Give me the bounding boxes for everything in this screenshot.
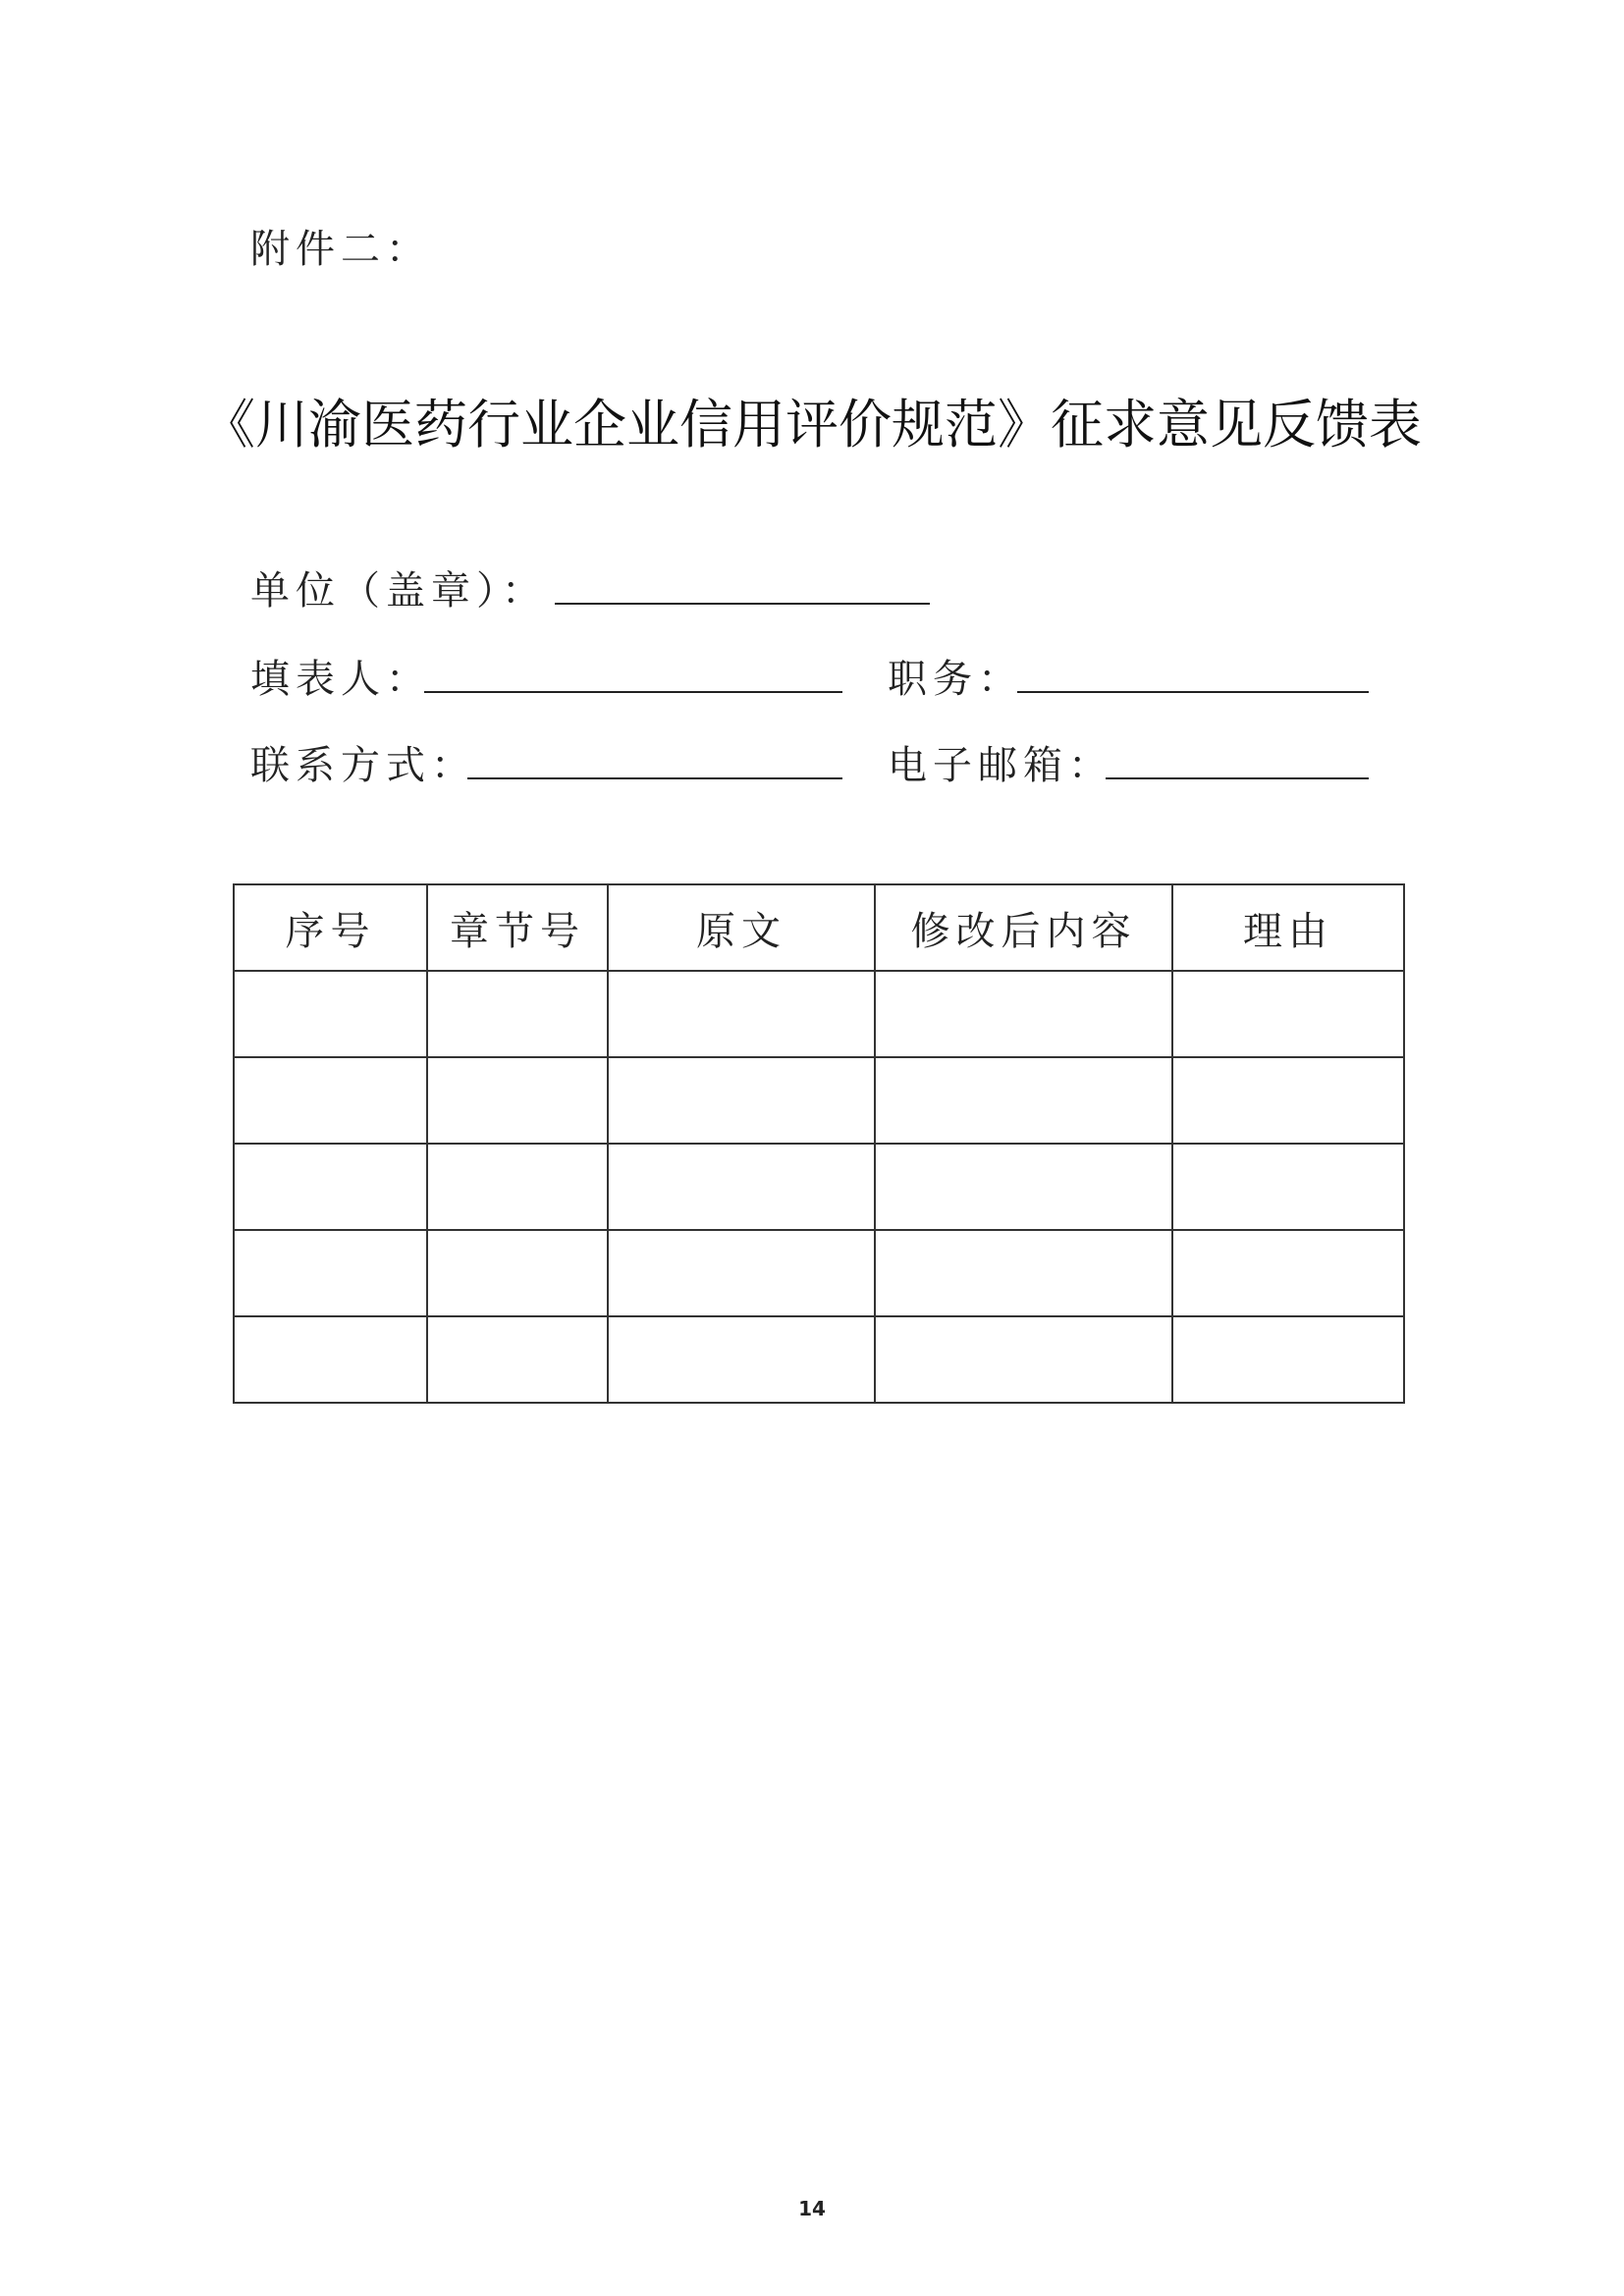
table-cell[interactable] [1172,1316,1404,1403]
table-cell[interactable] [1172,1057,1404,1144]
table-cell[interactable] [1172,1144,1404,1230]
contact-field[interactable] [467,777,842,779]
table-cell[interactable] [427,971,608,1057]
table-cell[interactable] [427,1057,608,1144]
table-cell[interactable] [608,1230,875,1316]
unit-label: 单位（盖章）： [250,568,547,614]
attachment-label: 附件二： [250,227,431,272]
unit-field[interactable] [555,603,930,605]
header-chapter: 章节号 [427,884,608,971]
page-number: 14 [798,2197,826,2220]
table-row [234,1144,1404,1230]
table-cell[interactable] [234,1316,427,1403]
table-cell[interactable] [875,971,1172,1057]
filler-field[interactable] [424,691,842,693]
table-row [234,1230,1404,1316]
table-cell[interactable] [875,1316,1172,1403]
table-cell[interactable] [234,1057,427,1144]
table-cell[interactable] [608,1144,875,1230]
table-cell[interactable] [875,1144,1172,1230]
table-cell[interactable] [608,1316,875,1403]
feedback-table [233,883,1405,1404]
header-reason: 理由 [1172,884,1404,971]
header-revised-content: 修改后内容 [875,884,1172,971]
header-index: 序号 [234,884,427,971]
filler-label: 填表人： [250,657,431,702]
table-cell[interactable] [427,1316,608,1403]
table-cell[interactable] [234,1144,427,1230]
table-cell[interactable] [608,1057,875,1144]
table-cell[interactable] [1172,1230,1404,1316]
table-header-row [234,884,1404,971]
document-title: 《川渝医药行业企业信用评价规范》征求意见反馈表 [202,394,1422,455]
email-label: 电子邮箱： [888,743,1113,788]
table-cell[interactable] [427,1144,608,1230]
table-cell[interactable] [427,1230,608,1316]
table-row [234,1316,1404,1403]
table-cell[interactable] [234,1230,427,1316]
header-original-text: 原文 [608,884,875,971]
email-field[interactable] [1106,777,1369,779]
contact-label: 联系方式： [250,743,476,788]
table-cell[interactable] [1172,971,1404,1057]
position-label: 职务： [888,657,1023,702]
table-row [234,1057,1404,1144]
table-cell[interactable] [875,1230,1172,1316]
table-cell[interactable] [234,971,427,1057]
table-cell[interactable] [875,1057,1172,1144]
position-field[interactable] [1017,691,1369,693]
table-row [234,971,1404,1057]
table-cell[interactable] [608,971,875,1057]
